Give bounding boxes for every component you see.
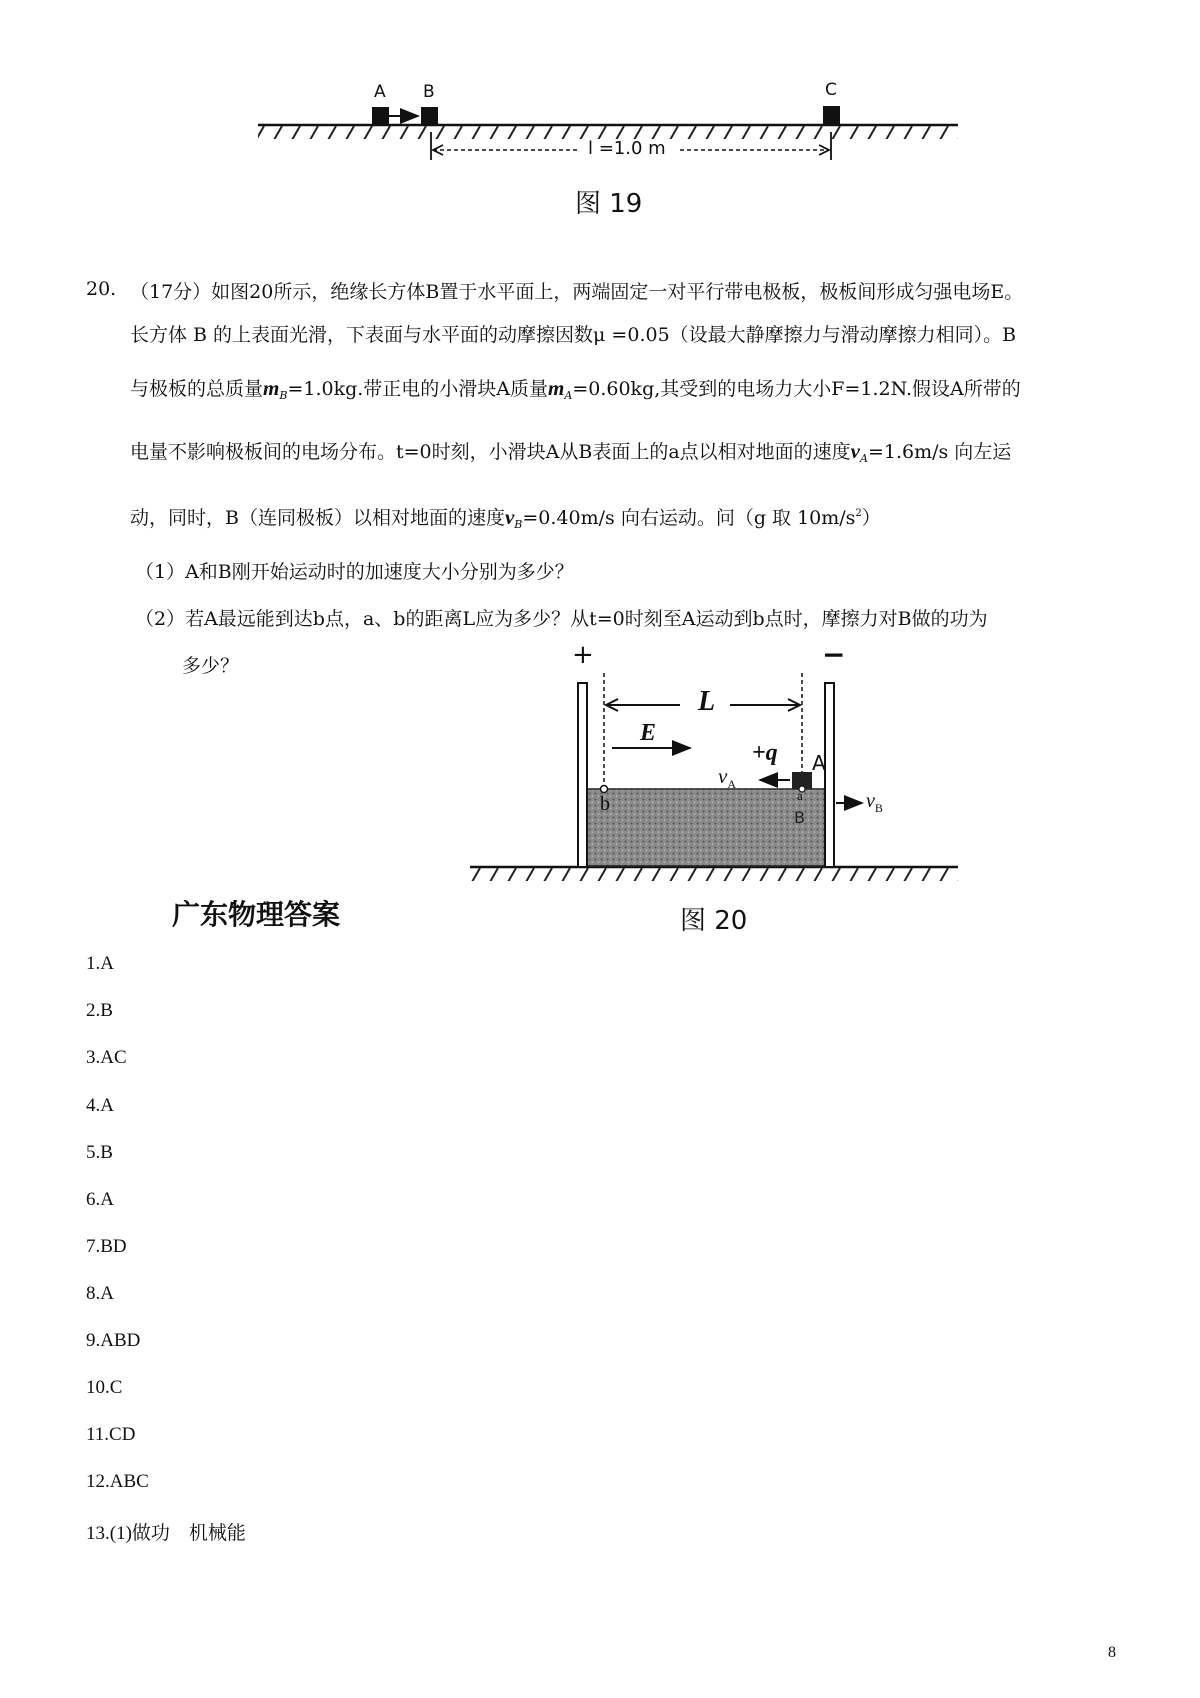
sub-question-1: （1）A和B刚开始运动时的加速度大小分别为多少？ [135,561,574,583]
point-b-label: b [600,793,610,815]
answer-item: 10.C [86,1377,123,1398]
plus-sign: + [572,640,594,670]
figure-20-caption: 图 20 [680,906,748,936]
question-number: 20. [86,278,117,300]
answer-item: 13.(1)做功 机械能 [86,1523,246,1544]
question-line-2: 长方体 B 的上表面光滑，下表面与水平面的动摩擦因数μ =0.05（设最大静摩擦力与滑动摩擦力相同）。B [130,324,1017,346]
minus-sign: − [822,638,846,671]
answers-title: 广东物理答案 [172,898,341,931]
question-line-1: （17分）如图20所示，绝缘长方体B置于水平面上，两端固定一对平行带电极板，极板间形成匀强电场E。 [130,281,1024,303]
figure-19-distance-label: l =1.0 m [588,138,666,159]
question-line-4: 电量不影响极板间的电场分布。t=0时刻，小滑块A从B表面上的a点以相对地面的速度$v_A=1.6m/s$ 向左运 [130,439,1012,465]
figure-19-caption: 图 19 [575,189,643,219]
sub-question-2-line-2: 多少？ [182,655,240,677]
answer-item: 6.A [86,1189,114,1210]
answer-item: 7.BD [86,1236,127,1257]
charge-label: +q [752,740,778,766]
distance-label-l: L [698,686,716,717]
answer-item: 12.ABC [86,1471,149,1492]
block-a-label: A [812,751,826,775]
velocity-label-b: $v_B$ [866,790,883,815]
insulating-body-b [582,789,826,866]
question-line-3: 与极板的总质量$m_B=1.0kg$.带正电的小滑块A质量$m_A=0.60kg$,其受到的电场力大小F=1.2N.假设A所带的 [130,376,1021,402]
answer-item: 1.A [86,953,114,974]
plate-positive [578,683,587,867]
answer-item: 2.B [86,1000,113,1021]
figure-19-label-a: A [374,82,386,102]
plate-negative [825,683,834,867]
page-number: 8 [1108,1644,1116,1661]
answer-item: 4.A [86,1095,114,1116]
question-line-5: 动，同时，B（连同极板）以相对地面的速度$v_B=0.40m/s$ 向右运动。问（g 取 $10m/s^2$） [130,505,881,531]
figure-19-label-b: B [423,82,435,102]
sub-question-2-line-1: （2）若A最远能到达b点，a、b的距离L应为多少？从t=0时刻至A运动到b点时，摩擦力对B做的功为 [135,608,988,630]
point-b-marker [601,786,608,793]
field-label-e: E [640,720,657,746]
answer-item: 8.A [86,1283,114,1304]
figure-19-label-c: C [825,80,837,100]
answer-item: 9.ABD [86,1330,141,1351]
ground-hatch-20 [470,868,958,881]
answer-item: 5.B [86,1142,113,1163]
answer-item: 11.CD [86,1424,136,1445]
point-a-label: a [797,788,803,803]
answer-item: 3.AC [86,1047,127,1068]
velocity-label-a: $v_A$ [718,764,736,792]
body-b-label: B [794,808,805,827]
